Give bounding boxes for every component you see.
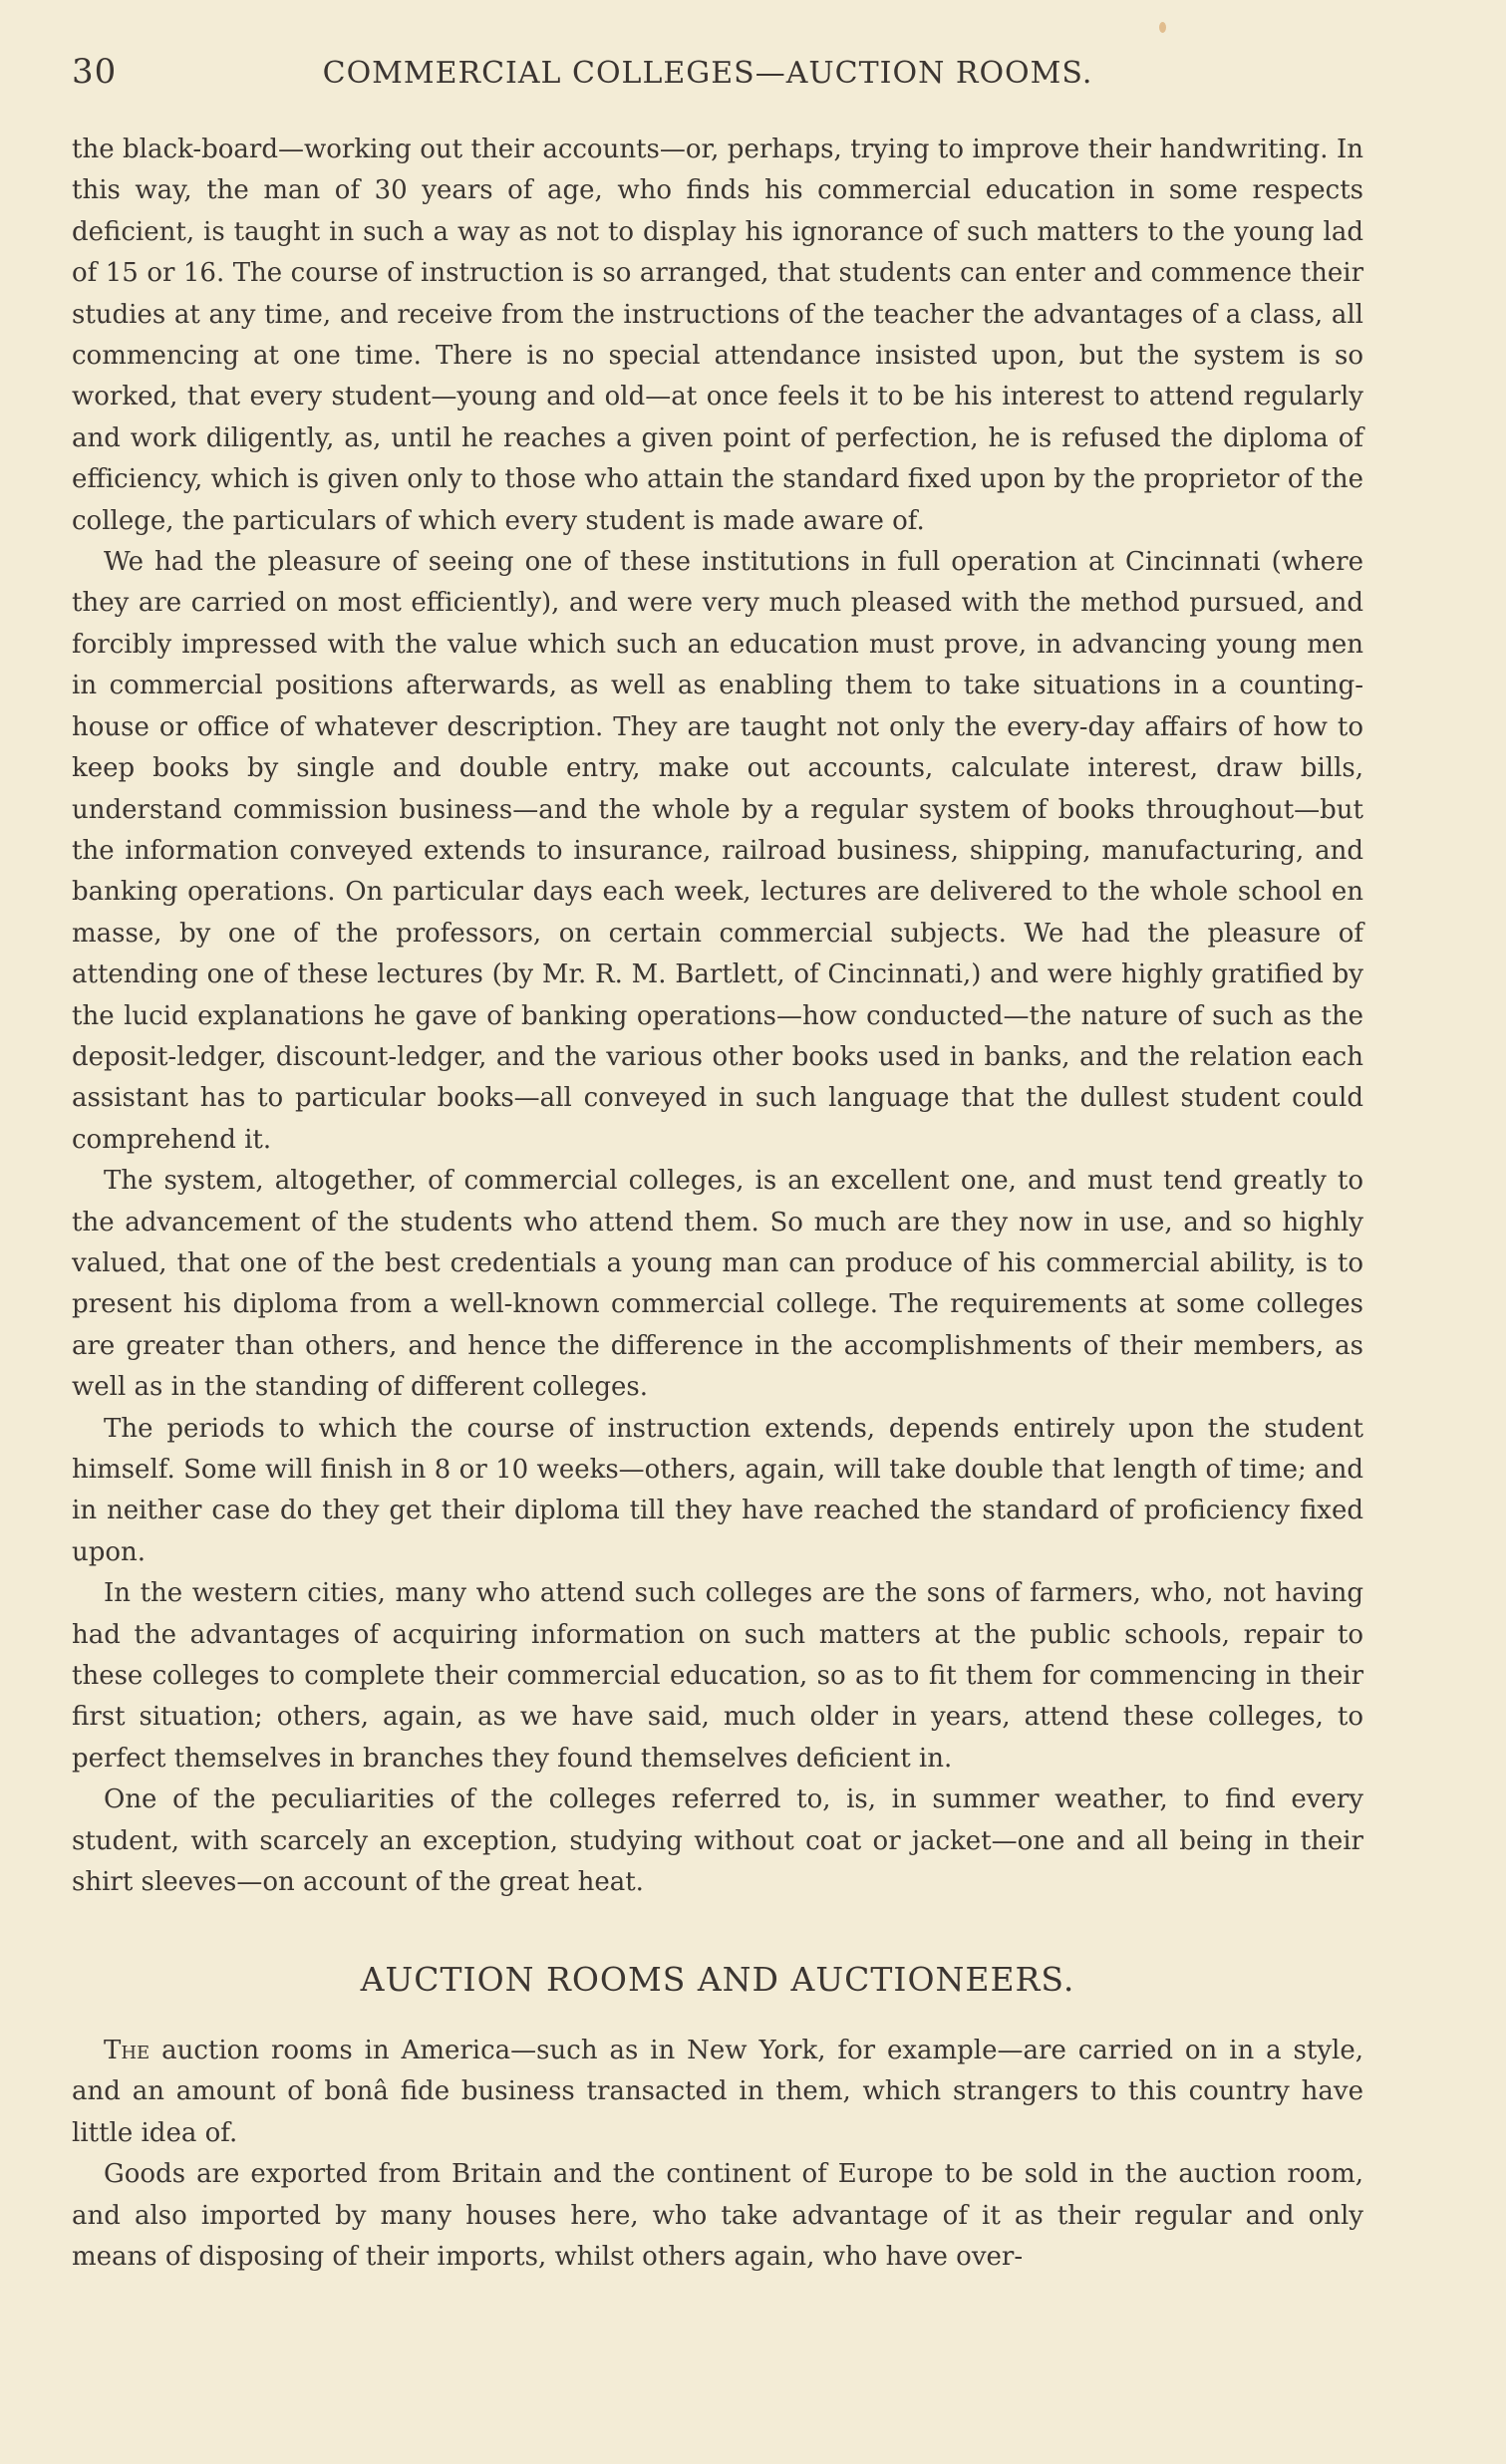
running-title: COMMERCIAL COLLEGES—AUCTION ROOMS.: [322, 56, 1093, 91]
paper-stain: [1159, 22, 1166, 33]
paragraph: the black-board—working out their accounts—or, perhaps, trying to improve their handwriting. In this way, the man of 30 years of age, who finds his commercial education in some respects deficient, is taught in such a way as not to display his ignorance of such matters to the young lad of 15 or 16. The course of instruction is so arranged, that students can enter and commence their studies at any time, and receive from the instructions of the teacher the advantages of a class, all commencing at one time. There is no special attendance insisted upon, but the system is so worked, that every student—young and old—at once feels it to be his interest to attend regularly and work diligently, as, until he reaches a given point of perfection, he is refused the diploma of efficiency, which is given only to those who attain the standard fixed upon by the proprietor of the college, the particulars of which every student is made aware of.: [72, 135, 1363, 536]
page-text: [72, 52, 1363, 2278]
section-paragraph: [72, 2031, 1363, 2154]
paragraph: In the western cities, many who attend such colleges are the sons of farmers, who, not having had the advantages of acquiring information on such matters at the public schools, repair to these colleges to complete their commercial education, so as to fit them for commencing in their first situation; others, again, as we have said, much older in years, attend these colleges, to perfect themselves in branches they found themselves deficient in.: [72, 1578, 1363, 1774]
paragraph: We had the pleasure of seeing one of these institutions in full operation at Cincinnati (where they are carried on most efficiently), and were very much pleased with the method pursued, and forcibly impressed with the value which such an education must prove, in advancing young men in commercial positions afterwards, as well as enabling them to take situations in a counting-house or office of whatever description. They are taught not only the every-day affairs of how to keep books by single and double entry, make out accounts, calculate interest, draw bills, understand commission business—and the whole by a regular system of books throughout—but the information conveyed extends to insurance, railroad business, shipping, manufacturing, and banking operations. On particular days each week, lectures are delivered to the whole school en masse, by one of the professors, on certain commercial subjects. We had the pleasure of attending one of these lectures (by Mr. R. M. Bartlett, of Cincinnati,) and were highly gratified by the lucid explanations he gave of banking operations—how conducted—the nature of such as the deposit-ledger, discount-ledger, and the various other books used in banks, and the relation each assistant has to particular books—all conveyed in such language that the dullest student could comprehend it.: [72, 547, 1363, 1155]
section-paragraph: Goods are exported from Britain and the continent of Europe to be sold in the auction room, and also imported by many houses here, who take advantage of it as their regular and only means of disposing of their imports, whilst others again, who have over-: [72, 2159, 1363, 2272]
paragraph: The system, altogether, of commercial colleges, is an excellent one, and must tend greatly to the advancement of the students who attend them. So much are they now in use, and so highly valued, that one of the best credentials a young man can produce of his commercial ability, is to present his diploma from a well-known commercial college. The requirements at some colleges are greater than others, and hence the difference in the accomplishments of their members, as well as in the standing of different colleges.: [72, 1166, 1363, 1403]
page-number: 30: [72, 52, 118, 92]
section-paragraph-text: auction rooms in America—such as in New York, for example—are carried on in a style, and an amount of bonâ fide business transacted in them, which strangers to this country have little idea of.: [72, 2035, 1363, 2148]
section-title: AUCTION ROOMS AND AUCTIONEERS.: [360, 1960, 1075, 2000]
lead-word: The: [104, 2035, 151, 2065]
paragraph: The periods to which the course of instruction extends, depends entirely upon the student himself. Some will finish in 8 or 10 weeks—others, again, will take double that length of time; and in neither case do they get their diploma till they have reached the standard of proficiency fixed upon.: [72, 1413, 1363, 1567]
running-head: [72, 52, 1363, 104]
paragraph: One of the peculiarities of the colleges referred to, is, in summer weather, to find every student, with scarcely an exception, studying without coat or jacket—one and all being in their shirt sleeves—on account of the great heat.: [72, 1784, 1363, 1898]
